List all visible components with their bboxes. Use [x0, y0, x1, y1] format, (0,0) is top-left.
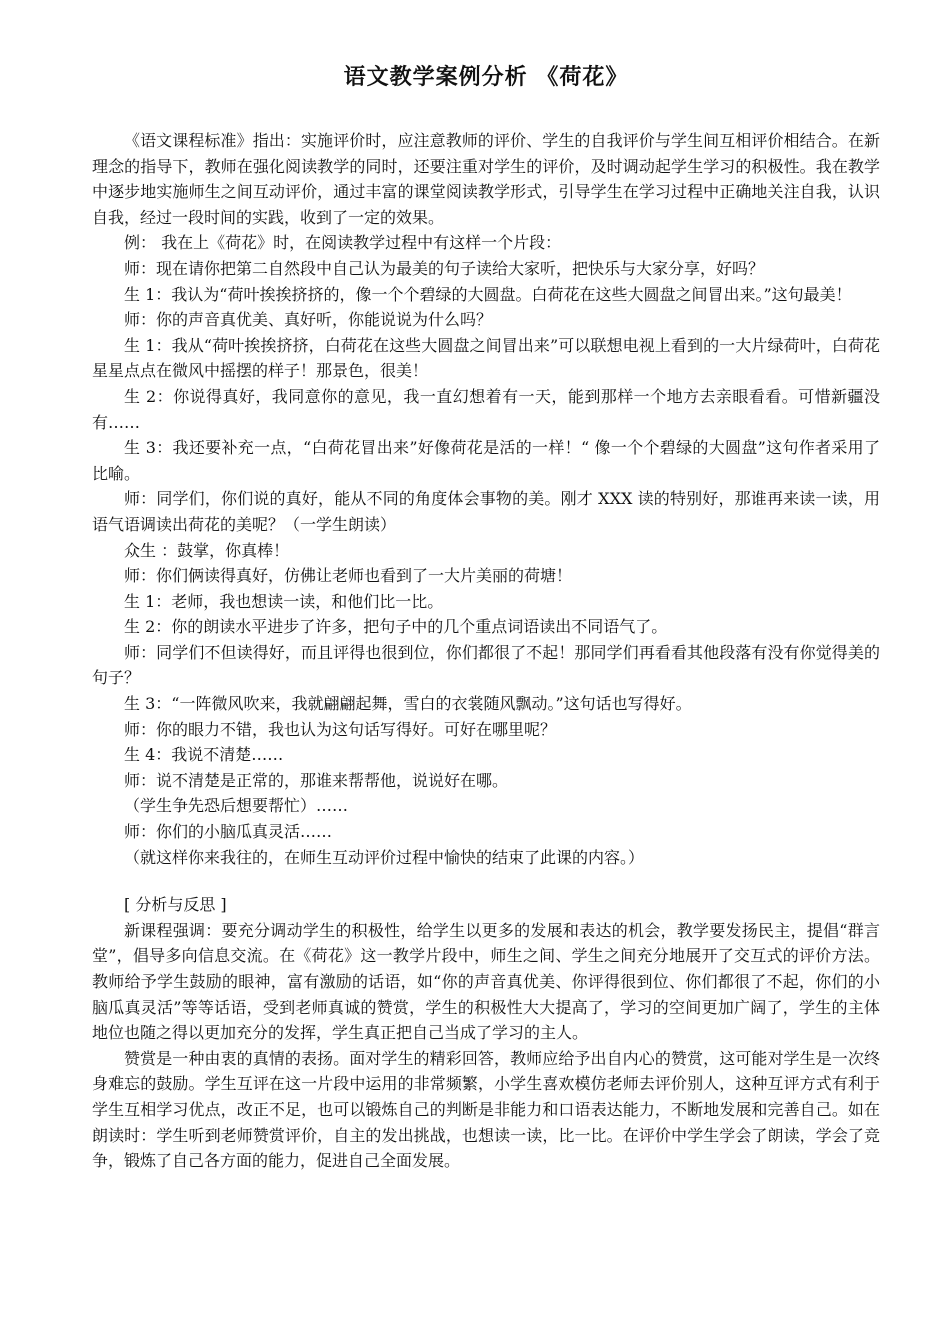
analysis-paragraph: 赞赏是一种由衷的真情的表扬。面对学生的精彩回答，教师应给予出自内心的赞赏，这可能对学生是一次终身难忘的鼓励。学生互评在这一片段中运用的非常频繁，小学生喜欢模仿老师去评价别人，这种互评方式有利于学生互相学习优点，改正不足，也可以锻炼自己的判断是非能力和口语表达能力，不断地发展和完善自己。如在朗读时：学生听到老师赞赏评价，自主的发出挑战，也想读一读，比一比。在评价中学生学会了朗读，学会了竞争，锻炼了自己各方面的能力，促进自己全面发展。 [92, 1048, 880, 1171]
dialogue-line: 师：说不清楚是正常的，那谁来帮帮他，说说好在哪。 [124, 770, 509, 790]
dialogue-line: 生 1：我认为“荷叶挨挨挤挤的，像一个个碧绿的大圆盘。白荷花在这些大圆盘之间冒出来。”这句最美！ [124, 284, 852, 304]
dialogue-line: 生 2：你的朗读水平进步了许多，把句子中的几个重点词语读出不同语气了。 [124, 617, 668, 637]
dialogue-line: 生 1：我从“荷叶挨挨挤挤，白荷花在这些大圆盘之间冒出来”可以联想电视上看到的一大片绿荷叶，白荷花星星点点在微风中摇摆的样子！那景色，很美！ [92, 335, 880, 381]
dialogue-line: 生 3：“一阵微风吹来，我就翩翩起舞，雪白的衣裳随风飘动。”这句话也写得好。 [124, 694, 692, 714]
case-body [92, 128, 880, 1174]
paragraph: 《语文课程标准》指出：实施评价时，应注意教师的评价、学生的自我评价与学生间互相评价相结合。在新理念的指导下，教师在强化阅读教学的同时，还要注重对学生的评价，及时调动起学生学习的积极性。我在教学中逐步地实施师生之间互动评价，通过丰富的课堂阅读教学形式，引导学生在学习过程中正确地关注自我，认识自我，经过一段时间的实践，收到了一定的效果。 [92, 131, 880, 227]
dialogue-line: 师：你的声音真优美、真好听，你能说说为什么吗？ [124, 310, 493, 330]
dialogue-line: 生 3：我还要补充一点，“白荷花冒出来”好像荷花是活的一样！“ 像一个个碧绿的大圆盘”这句作者采用了比喻。 [92, 438, 880, 483]
dialogue-line: 师：你的眼力不错，我也认为这句话写得好。可好在哪里呢？ [124, 719, 557, 739]
document-title: 语文教学案例分析 《荷花》 [343, 65, 629, 90]
dialogue-line: 师：你们的小脑瓜真灵活…… [124, 822, 333, 842]
paragraph: 例： 我在上《荷花》时，在阅读教学过程中有这样一个片段： [124, 233, 562, 253]
dialogue-line: （学生争先恐后想要帮忙）…… [124, 796, 349, 816]
analysis-paragraph: 新课程强调：要充分调动学生的积极性，给学生以更多的发展和表达的机会，教学要发扬民主，提倡“群言堂”，倡导多向信息交流。在《荷花》这一教学片段中，师生之间、学生之间充分地展开了交互式的评价方法。教师给予学生鼓励的眼神，富有激励的话语，如“你的声音真优美、你评得很到位、你们都很了不起，你们的小脑瓜真灵活”等等话语，受到老师真诚的赞赏，学生的积极性大大提高了，学习的空间更加广阔了，学生的主体地位也随之得以更加充分的发挥，学生真正把自己当成了学习的主人。 [92, 920, 880, 1043]
dialogue-line: 生 2：你说得真好，我同意你的意见，我一直幻想着有一天，能到那样一个地方去亲眼看看。可惜新疆没有…… [92, 386, 880, 432]
dialogue-line: 生 4：我说不清楚…… [124, 745, 284, 765]
dialogue-line: 师：同学们不但读得好，而且评得也很到位，你们都很了不起！那同学们再看看其他段落有没有你觉得美的句子？ [92, 642, 880, 688]
dialogue-line: 师：同学们，你们说的真好，能从不同的角度体会事物的美。刚才 XXX 读的特别好，那谁再来读一读，用语气语调读出荷花的美呢？（一学生朗读） [92, 489, 880, 534]
dialogue-line: 众生 ：鼓掌，你真棒！ [124, 540, 290, 560]
analysis-heading: [ 分析与反思 ] [124, 895, 227, 915]
dialogue-line: 师：现在请你把第二自然段中自己认为最美的句子读给大家听，把快乐与大家分享，好吗？ [124, 258, 765, 278]
dialogue-line: （就这样你来我往的，在师生互动评价过程中愉快的结束了此课的内容。） [124, 847, 645, 867]
dialogue-line: 师：你们俩读得真好，仿佛让老师也看到了一大片美丽的荷塘！ [124, 566, 573, 586]
section-gap [92, 870, 880, 892]
dialogue-line: 生 1：老师，我也想读一读，和他们比一比。 [124, 591, 444, 611]
